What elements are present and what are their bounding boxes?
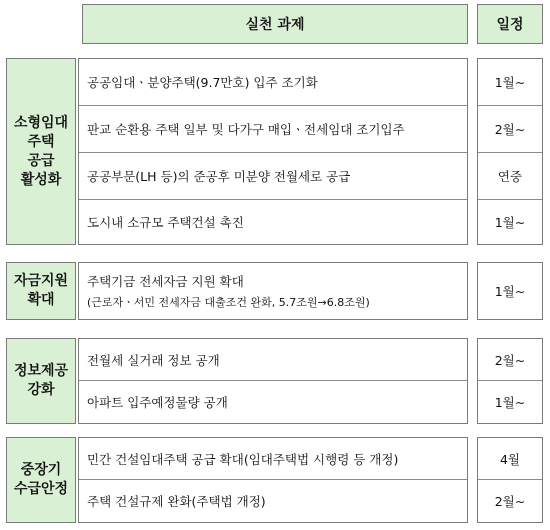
schedule-cell: 1월∼ (494, 75, 526, 90)
schedule-cell: 연중 (497, 169, 523, 184)
category-line: 소형임대 (13, 114, 69, 131)
category-long-term (6, 437, 76, 523)
schedule-cell: 2월∼ (494, 122, 526, 137)
schedule-cell: 2월∼ (494, 352, 526, 368)
category-line: 확대 (27, 292, 55, 308)
category-line: 공급 (27, 152, 55, 169)
category-line: 수급안정 (13, 481, 69, 497)
task-row (79, 106, 467, 152)
category-line: 정보제공 (13, 363, 69, 379)
task-row (79, 263, 467, 318)
schedule-group (477, 58, 543, 245)
task-row (79, 480, 467, 521)
category-info (6, 338, 76, 424)
task-row (79, 153, 467, 199)
task-text: 도시내 소규모 주택건설 촉진 (87, 214, 244, 230)
task-group (78, 338, 468, 424)
header-task: 실천 과제 (82, 4, 468, 44)
task-row (79, 200, 467, 243)
task-text: 공공부문(LH 등)의 준공후 미분양 전월세로 공급 (87, 169, 351, 184)
schedule-cell: 1월∼ (494, 214, 526, 230)
category-funding (6, 262, 76, 320)
task-row (79, 381, 467, 422)
task-text: 아파트 입주예정물량 공개 (87, 394, 228, 410)
task-text: 주택 건설규제 완화(주택법 개정) (87, 493, 266, 509)
schedule-group (477, 437, 543, 523)
schedule-group (477, 262, 543, 320)
task-text: 전월세 실거래 정보 공개 (87, 352, 220, 368)
task-row (79, 438, 467, 479)
task-text: 판교 순환용 주택 일부 및 다가구 매입ㆍ전세임대 조기입주 (87, 122, 405, 137)
schedule-cell: 1월∼ (494, 283, 526, 299)
category-line: 자금지원 (13, 273, 69, 289)
task-group (78, 437, 468, 523)
category-small-rental (6, 58, 76, 245)
task-row (79, 339, 467, 380)
task-group (78, 262, 468, 320)
category-line: 강화 (27, 382, 55, 398)
schedule-cell: 2월∼ (494, 493, 526, 509)
schedule-group (477, 338, 543, 424)
category-line: 활성화 (20, 171, 62, 188)
task-group (78, 58, 468, 245)
task-row (79, 59, 467, 105)
task-text: 민간 건설임대주택 공급 확대(임대주택법 시행령 등 개정) (87, 451, 399, 467)
schedule-cell: 4월 (499, 451, 521, 467)
schedule-cell: 1월∼ (494, 394, 526, 410)
category-line: 중장기 (20, 462, 62, 478)
task-subtext: (근로자ㆍ서민 전세자금 대출조건 완화, 5.7조원→6.8조원) (87, 295, 370, 309)
task-text: 주택기금 전세자금 지원 확대 (87, 273, 244, 289)
category-line: 주택 (27, 133, 55, 150)
header-schedule: 일정 (477, 4, 543, 44)
task-text: 공공임대ㆍ분양주택(9.7만호) 입주 조기화 (87, 75, 318, 90)
